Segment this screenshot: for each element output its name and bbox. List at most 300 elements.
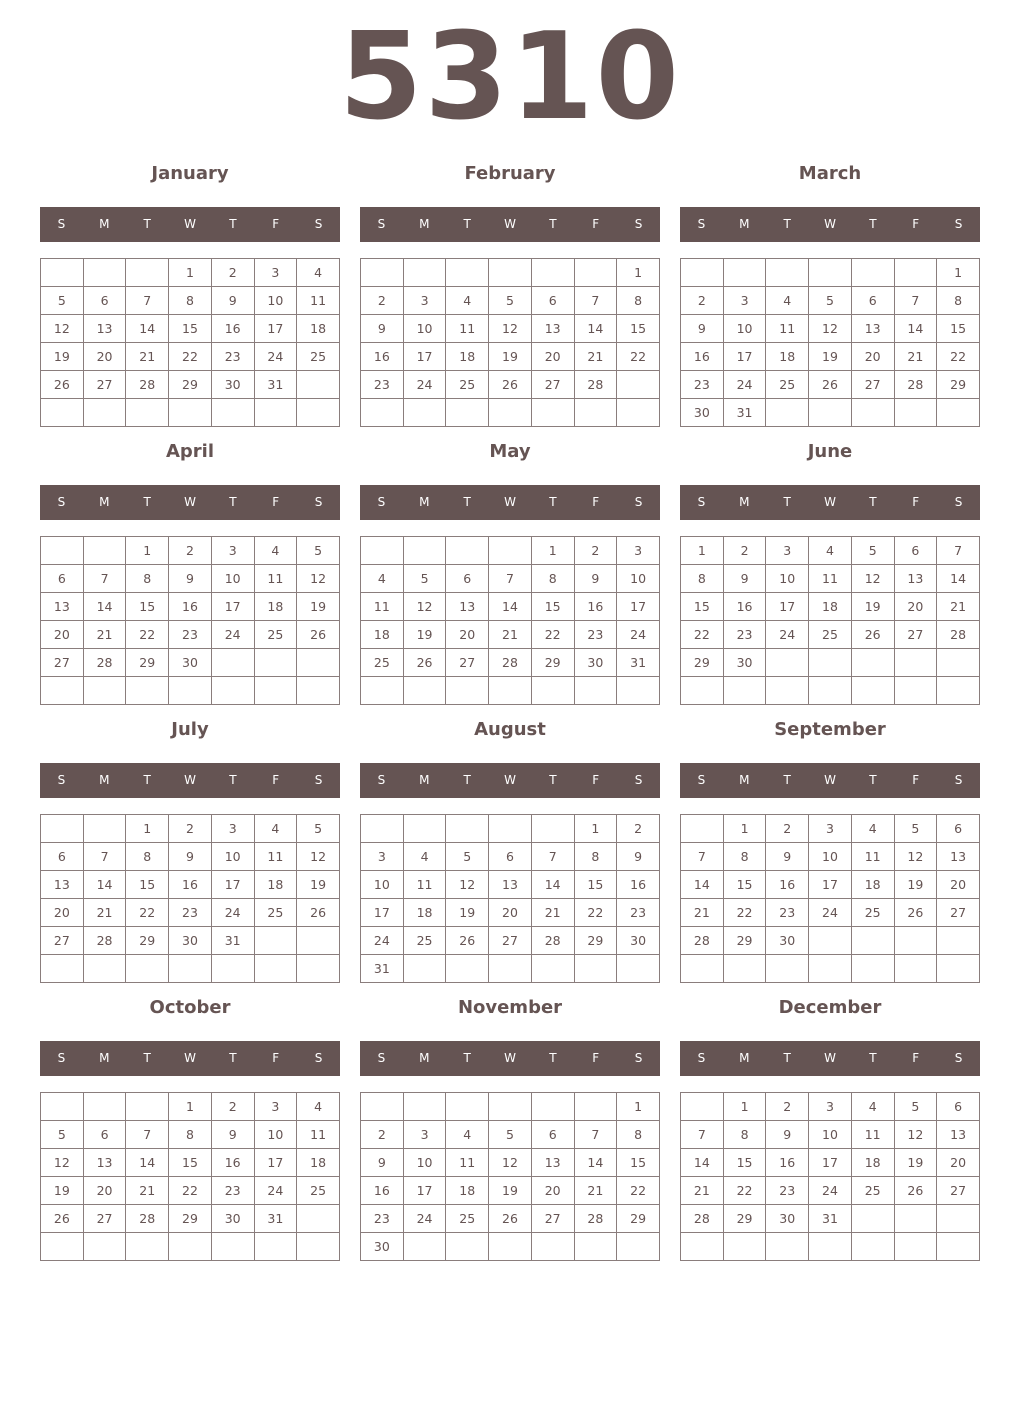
day-cell: 2 — [169, 815, 212, 843]
week-row — [41, 315, 340, 343]
day-cell: 3 — [723, 287, 766, 315]
weekday-label: T — [229, 217, 237, 231]
weekday-label: W — [184, 217, 196, 231]
day-cell: 28 — [894, 371, 937, 399]
day-cell: 17 — [403, 343, 446, 371]
week-row — [681, 371, 980, 399]
empty-day-cell — [574, 1233, 617, 1261]
empty-day-cell — [809, 955, 852, 983]
day-cell: 6 — [851, 287, 894, 315]
day-cell: 19 — [851, 593, 894, 621]
week-row — [41, 343, 340, 371]
empty-day-cell — [297, 649, 340, 677]
day-cell: 14 — [574, 315, 617, 343]
week-row — [361, 621, 660, 649]
day-cell: 4 — [446, 1121, 489, 1149]
empty-day-cell — [723, 259, 766, 287]
week-row — [41, 843, 340, 871]
day-cell: 15 — [126, 871, 169, 899]
day-cell: 23 — [211, 343, 254, 371]
day-grid — [40, 258, 340, 427]
year-title: 5310 — [339, 8, 681, 147]
weekday-label: T — [549, 1051, 557, 1065]
day-cell: 20 — [446, 621, 489, 649]
week-row — [681, 399, 980, 427]
day-cell: 18 — [809, 593, 852, 621]
week-row — [361, 843, 660, 871]
week-row — [361, 537, 660, 565]
day-cell: 18 — [851, 1149, 894, 1177]
day-cell: 4 — [297, 259, 340, 287]
day-cell: 10 — [254, 1121, 297, 1149]
weekday-label: S — [634, 1051, 643, 1065]
day-cell: 25 — [254, 621, 297, 649]
weekday-label: M — [419, 1051, 430, 1065]
weekday-header — [40, 485, 340, 520]
day-cell: 19 — [894, 871, 937, 899]
day-cell: 10 — [809, 1121, 852, 1149]
day-cell: 8 — [617, 1121, 660, 1149]
day-cell: 5 — [851, 537, 894, 565]
weekday-label: F — [272, 495, 280, 509]
empty-day-cell — [169, 677, 212, 705]
weekday-label: M — [419, 495, 430, 509]
day-cell: 2 — [766, 815, 809, 843]
day-cell: 19 — [894, 1149, 937, 1177]
day-cell: 27 — [894, 621, 937, 649]
weekday-label: T — [783, 217, 791, 231]
empty-day-cell — [403, 537, 446, 565]
day-cell: 16 — [766, 871, 809, 899]
empty-day-cell — [723, 677, 766, 705]
empty-day-cell — [894, 955, 937, 983]
empty-day-cell — [361, 1093, 404, 1121]
day-cell: 31 — [723, 399, 766, 427]
day-cell: 1 — [617, 1093, 660, 1121]
empty-day-cell — [894, 259, 937, 287]
empty-day-cell — [211, 955, 254, 983]
day-cell: 14 — [681, 871, 724, 899]
day-cell: 14 — [894, 315, 937, 343]
day-cell: 6 — [83, 1121, 126, 1149]
day-cell: 9 — [574, 565, 617, 593]
empty-day-cell — [361, 677, 404, 705]
day-cell: 8 — [681, 565, 724, 593]
weekday-header — [360, 485, 660, 520]
day-cell: 16 — [723, 593, 766, 621]
day-cell: 14 — [126, 315, 169, 343]
weekday-label: M — [739, 1051, 750, 1065]
empty-day-cell — [83, 399, 126, 427]
day-cell: 1 — [723, 815, 766, 843]
day-cell: 18 — [254, 593, 297, 621]
empty-day-cell — [809, 677, 852, 705]
empty-day-cell — [41, 955, 84, 983]
month-march — [680, 160, 980, 428]
empty-day-cell — [723, 955, 766, 983]
empty-day-cell — [894, 1205, 937, 1233]
weekday-label: T — [869, 495, 877, 509]
day-cell: 12 — [851, 565, 894, 593]
day-cell: 1 — [723, 1093, 766, 1121]
day-cell: 31 — [809, 1205, 852, 1233]
month-april — [40, 438, 340, 706]
empty-day-cell — [403, 399, 446, 427]
day-cell: 21 — [126, 1177, 169, 1205]
day-cell: 29 — [723, 1205, 766, 1233]
day-cell: 10 — [361, 871, 404, 899]
day-cell: 26 — [297, 621, 340, 649]
empty-day-cell — [531, 1093, 574, 1121]
empty-day-cell — [851, 927, 894, 955]
empty-day-cell — [126, 399, 169, 427]
day-cell: 6 — [446, 565, 489, 593]
day-cell: 27 — [851, 371, 894, 399]
day-cell: 19 — [809, 343, 852, 371]
week-row — [41, 1149, 340, 1177]
day-cell: 16 — [361, 1177, 404, 1205]
empty-day-cell — [489, 537, 532, 565]
month-december — [680, 994, 980, 1262]
day-cell: 12 — [446, 871, 489, 899]
day-cell: 20 — [894, 593, 937, 621]
day-grid — [680, 258, 980, 427]
day-cell: 7 — [574, 1121, 617, 1149]
weekday-label: T — [869, 217, 877, 231]
day-cell: 10 — [211, 565, 254, 593]
day-cell: 11 — [297, 1121, 340, 1149]
day-cell: 11 — [851, 1121, 894, 1149]
empty-day-cell — [531, 955, 574, 983]
day-cell: 30 — [574, 649, 617, 677]
week-row — [41, 537, 340, 565]
empty-day-cell — [937, 677, 980, 705]
empty-day-cell — [169, 955, 212, 983]
day-cell: 20 — [531, 343, 574, 371]
day-cell: 16 — [617, 871, 660, 899]
month-november — [360, 994, 660, 1262]
day-cell: 24 — [254, 343, 297, 371]
week-row — [41, 1205, 340, 1233]
day-cell: 25 — [297, 343, 340, 371]
month-june — [680, 438, 980, 706]
month-september — [680, 716, 980, 984]
empty-day-cell — [574, 399, 617, 427]
day-cell: 27 — [83, 1205, 126, 1233]
week-row — [41, 871, 340, 899]
day-cell: 3 — [211, 537, 254, 565]
week-row — [681, 649, 980, 677]
week-row — [361, 677, 660, 705]
day-cell: 3 — [403, 287, 446, 315]
week-row — [41, 399, 340, 427]
weekday-label: S — [377, 217, 386, 231]
day-cell: 17 — [617, 593, 660, 621]
day-cell: 20 — [937, 1149, 980, 1177]
weekday-header — [680, 763, 980, 798]
week-row — [681, 259, 980, 287]
empty-day-cell — [211, 1233, 254, 1261]
empty-day-cell — [681, 1233, 724, 1261]
day-cell: 21 — [574, 343, 617, 371]
weekday-label: T — [783, 495, 791, 509]
weekday-label: S — [57, 1051, 66, 1065]
day-cell: 22 — [617, 1177, 660, 1205]
day-cell: 2 — [723, 537, 766, 565]
month-name: January — [151, 163, 229, 184]
empty-day-cell — [446, 399, 489, 427]
day-cell: 1 — [574, 815, 617, 843]
weekday-label: T — [549, 495, 557, 509]
day-cell: 15 — [169, 315, 212, 343]
day-cell: 5 — [489, 1121, 532, 1149]
day-cell: 11 — [766, 315, 809, 343]
day-cell: 17 — [254, 315, 297, 343]
empty-day-cell — [41, 677, 84, 705]
day-cell: 24 — [723, 371, 766, 399]
empty-day-cell — [403, 1093, 446, 1121]
day-cell: 1 — [126, 815, 169, 843]
day-cell: 20 — [41, 621, 84, 649]
empty-day-cell — [937, 955, 980, 983]
day-cell: 1 — [169, 259, 212, 287]
week-row — [361, 815, 660, 843]
week-row — [41, 565, 340, 593]
day-cell: 13 — [937, 1121, 980, 1149]
day-cell: 22 — [937, 343, 980, 371]
day-cell: 27 — [489, 927, 532, 955]
day-cell: 6 — [894, 537, 937, 565]
day-cell: 23 — [211, 1177, 254, 1205]
weekday-header — [680, 1041, 980, 1076]
month-october — [40, 994, 340, 1262]
day-cell: 25 — [446, 1205, 489, 1233]
weekday-label: M — [739, 495, 750, 509]
weekday-label: S — [954, 495, 963, 509]
empty-day-cell — [254, 955, 297, 983]
day-cell: 20 — [531, 1177, 574, 1205]
day-cell: 30 — [766, 927, 809, 955]
weekday-label: T — [549, 217, 557, 231]
day-cell: 25 — [766, 371, 809, 399]
day-cell: 18 — [446, 343, 489, 371]
day-cell: 17 — [723, 343, 766, 371]
day-cell: 25 — [446, 371, 489, 399]
empty-day-cell — [254, 399, 297, 427]
day-cell: 24 — [403, 1205, 446, 1233]
week-row — [361, 649, 660, 677]
week-row — [361, 399, 660, 427]
day-cell: 29 — [937, 371, 980, 399]
day-cell: 26 — [41, 371, 84, 399]
empty-day-cell — [851, 649, 894, 677]
month-name: November — [457, 997, 563, 1018]
day-cell: 20 — [937, 871, 980, 899]
empty-day-cell — [531, 815, 574, 843]
day-cell: 16 — [766, 1149, 809, 1177]
day-cell: 27 — [531, 1205, 574, 1233]
day-cell: 27 — [83, 371, 126, 399]
day-cell: 19 — [489, 1177, 532, 1205]
empty-day-cell — [681, 259, 724, 287]
empty-day-cell — [574, 259, 617, 287]
month-name: February — [464, 163, 556, 184]
day-cell: 1 — [531, 537, 574, 565]
weekday-label: T — [869, 773, 877, 787]
day-cell: 13 — [41, 871, 84, 899]
empty-day-cell — [83, 677, 126, 705]
weekday-label: W — [824, 773, 836, 787]
week-row — [361, 343, 660, 371]
week-row — [681, 537, 980, 565]
day-cell: 2 — [574, 537, 617, 565]
day-cell: 10 — [809, 843, 852, 871]
day-cell: 9 — [766, 843, 809, 871]
week-row — [41, 815, 340, 843]
day-cell: 23 — [361, 1205, 404, 1233]
day-cell: 14 — [83, 871, 126, 899]
day-cell: 23 — [617, 899, 660, 927]
day-cell: 18 — [297, 315, 340, 343]
empty-day-cell — [83, 1093, 126, 1121]
day-cell: 25 — [809, 621, 852, 649]
weekday-label: F — [272, 773, 280, 787]
day-cell: 9 — [211, 1121, 254, 1149]
day-cell: 21 — [681, 1177, 724, 1205]
day-cell: 5 — [297, 537, 340, 565]
day-cell: 17 — [403, 1177, 446, 1205]
week-row — [681, 1177, 980, 1205]
day-cell: 2 — [211, 1093, 254, 1121]
week-row — [41, 621, 340, 649]
empty-day-cell — [766, 955, 809, 983]
empty-day-cell — [617, 955, 660, 983]
week-row — [681, 899, 980, 927]
weekday-label: W — [184, 773, 196, 787]
empty-day-cell — [809, 399, 852, 427]
day-cell: 4 — [361, 565, 404, 593]
empty-day-cell — [403, 259, 446, 287]
week-row — [681, 315, 980, 343]
day-cell: 16 — [681, 343, 724, 371]
day-grid — [360, 814, 660, 983]
month-name: May — [489, 441, 531, 462]
day-grid — [40, 1092, 340, 1261]
day-grid — [680, 1092, 980, 1261]
week-row — [361, 565, 660, 593]
weekday-label: M — [739, 773, 750, 787]
weekday-label: S — [634, 217, 643, 231]
day-cell: 30 — [617, 927, 660, 955]
weekday-label: S — [697, 1051, 706, 1065]
day-cell: 30 — [723, 649, 766, 677]
day-cell: 4 — [766, 287, 809, 315]
empty-day-cell — [681, 815, 724, 843]
weekday-label: S — [57, 217, 66, 231]
day-cell: 26 — [851, 621, 894, 649]
day-cell: 12 — [41, 1149, 84, 1177]
week-row — [361, 927, 660, 955]
weekday-label: S — [954, 1051, 963, 1065]
month-name: September — [774, 719, 886, 740]
day-cell: 22 — [574, 899, 617, 927]
weekday-label: T — [869, 1051, 877, 1065]
day-cell: 2 — [169, 537, 212, 565]
empty-day-cell — [41, 1233, 84, 1261]
day-cell: 23 — [169, 899, 212, 927]
day-cell: 5 — [446, 843, 489, 871]
day-cell: 10 — [211, 843, 254, 871]
day-cell: 5 — [297, 815, 340, 843]
day-cell: 25 — [851, 1177, 894, 1205]
weekday-label: S — [697, 217, 706, 231]
day-cell: 21 — [489, 621, 532, 649]
week-row — [681, 593, 980, 621]
day-cell: 7 — [83, 843, 126, 871]
empty-day-cell — [83, 537, 126, 565]
empty-day-cell — [83, 815, 126, 843]
week-row — [41, 899, 340, 927]
day-cell: 2 — [361, 287, 404, 315]
day-cell: 21 — [83, 621, 126, 649]
day-cell: 17 — [254, 1149, 297, 1177]
day-cell: 29 — [681, 649, 724, 677]
day-cell: 25 — [403, 927, 446, 955]
week-row — [41, 677, 340, 705]
weekday-label: T — [143, 217, 151, 231]
day-cell: 21 — [126, 343, 169, 371]
empty-day-cell — [894, 399, 937, 427]
day-cell: 18 — [297, 1149, 340, 1177]
day-cell: 23 — [574, 621, 617, 649]
day-cell: 3 — [254, 259, 297, 287]
weekday-label: S — [634, 773, 643, 787]
weekday-header — [680, 485, 980, 520]
week-row — [361, 287, 660, 315]
day-cell: 16 — [361, 343, 404, 371]
weekday-label: S — [697, 773, 706, 787]
day-cell: 21 — [531, 899, 574, 927]
day-cell: 31 — [254, 1205, 297, 1233]
day-cell: 6 — [937, 1093, 980, 1121]
weekday-label: T — [143, 495, 151, 509]
empty-day-cell — [894, 677, 937, 705]
day-cell: 1 — [937, 259, 980, 287]
day-cell: 6 — [531, 1121, 574, 1149]
empty-day-cell — [41, 537, 84, 565]
weekday-header — [40, 207, 340, 242]
empty-day-cell — [809, 927, 852, 955]
weekday-label: T — [143, 773, 151, 787]
day-cell: 27 — [41, 927, 84, 955]
week-row — [681, 343, 980, 371]
day-cell: 7 — [531, 843, 574, 871]
month-name: July — [171, 719, 209, 740]
day-cell: 21 — [83, 899, 126, 927]
week-row — [41, 927, 340, 955]
weekday-label: S — [57, 495, 66, 509]
day-grid — [360, 536, 660, 705]
day-cell: 9 — [361, 1149, 404, 1177]
day-cell: 22 — [531, 621, 574, 649]
day-cell: 3 — [809, 815, 852, 843]
day-cell: 9 — [723, 565, 766, 593]
day-cell: 24 — [254, 1177, 297, 1205]
day-cell: 3 — [809, 1093, 852, 1121]
empty-day-cell — [297, 399, 340, 427]
day-cell: 19 — [297, 593, 340, 621]
day-grid — [680, 536, 980, 705]
